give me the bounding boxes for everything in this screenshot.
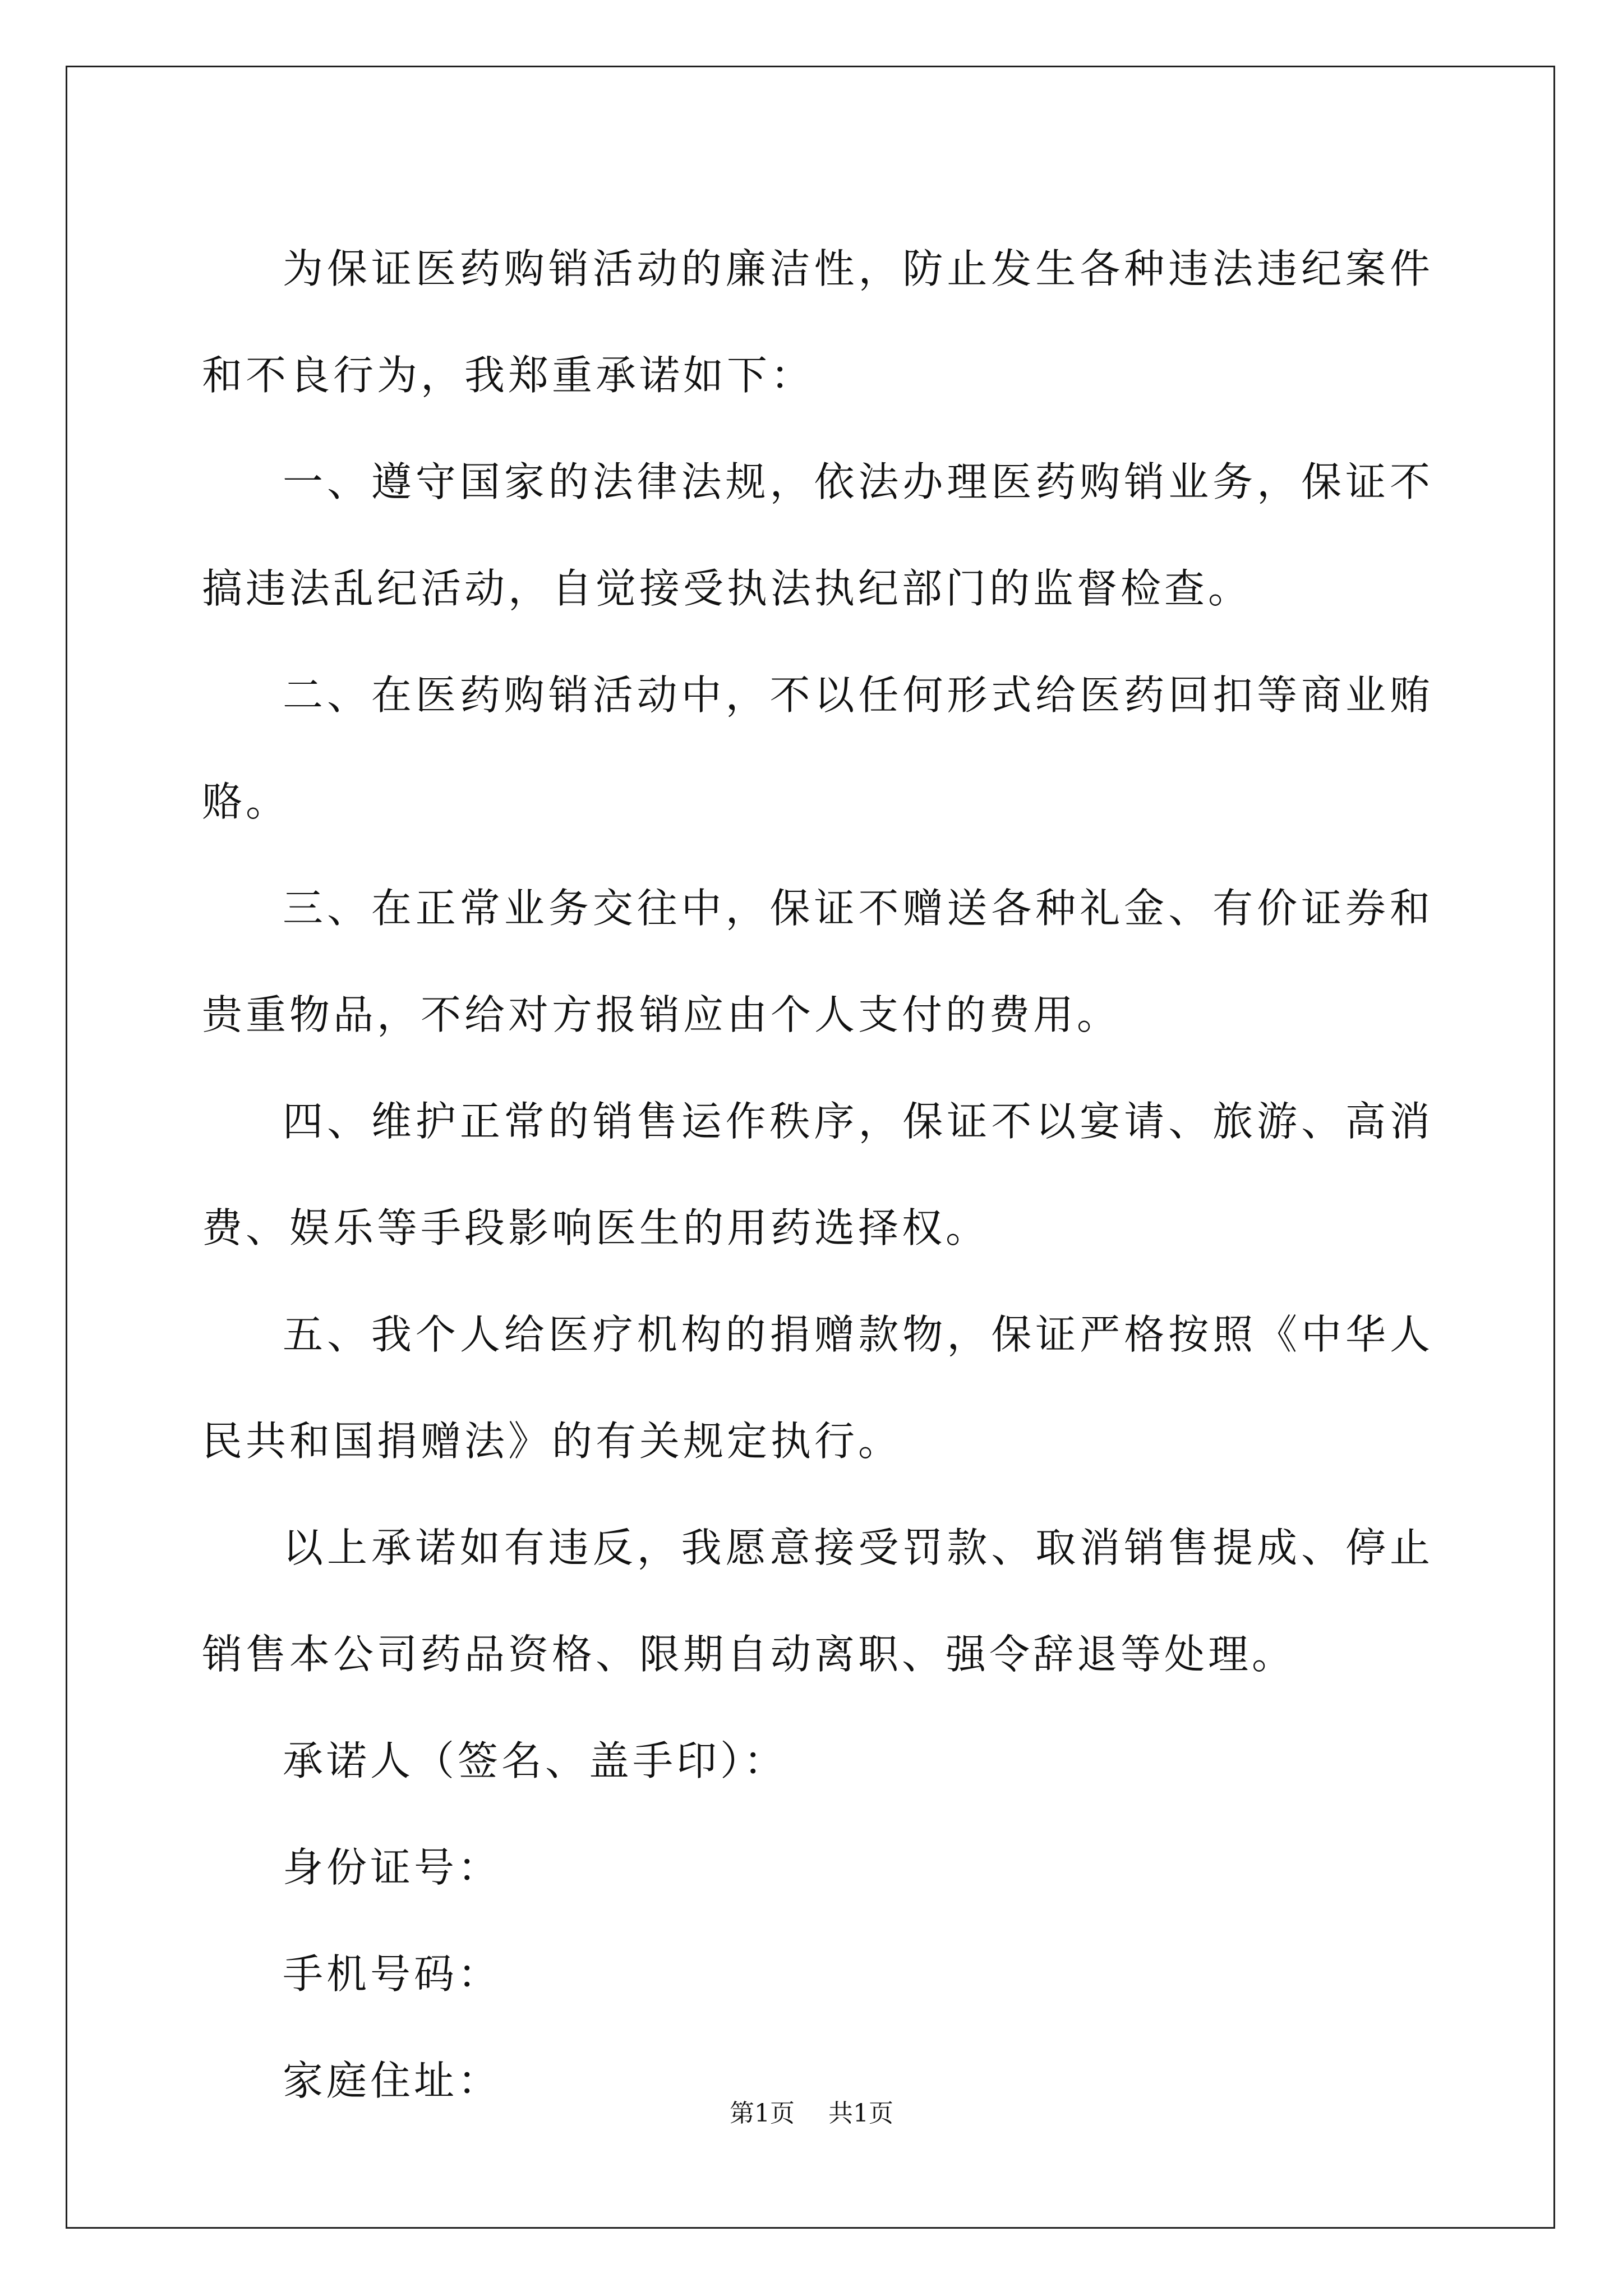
phone-number-field-label: 手机号码： — [283, 1950, 502, 1998]
pledge-item-5: 五、我个人给医疗机构的捐赠款物，保证严格按照《中华人民共和国捐赠法》的有关规定执行。 — [202, 1311, 1433, 1465]
pledge-item-1: 一、遵守国家的法律法规，依法办理医药购销业务，保证不搞违法乱纪活动，自觉接受执法执纪部门的监督检查。 — [202, 458, 1433, 612]
violation-clause: 以上承诺如有违反，我愿意接受罚款、取消销售提成、停止销售本公司药品资格、限期自动离职、强令辞退等处理。 — [202, 1524, 1433, 1678]
page-footer — [0, 2097, 1623, 2131]
id-number-field-label: 身份证号： — [283, 1844, 502, 1891]
pledge-item-4: 四、维护正常的销售运作秩序，保证不以宴请、旅游、高消费、娱乐等手段影响医生的用药选择权。 — [202, 1098, 1433, 1251]
intro-paragraph: 为保证医药购销活动的廉洁性，防止发生各种违法违纪案件和不良行为，我郑重承诺如下： — [202, 245, 1433, 399]
pledge-item-3: 三、在正常业务交往中，保证不赠送各种礼金、有价证券和贵重物品，不给对方报销应由个人支付的费用。 — [202, 885, 1433, 1038]
home-address-field-label: 家庭住址： — [283, 2057, 502, 2104]
signature-field-label: 承诺人（签名、盖手印）： — [283, 1737, 788, 1784]
page-number-current: 第1页 — [730, 2099, 795, 2128]
pledge-item-2: 二、在医药购销活动中，不以任何形式给医药回扣等商业贿赂。 — [202, 671, 1433, 825]
page-number-total: 共1页 — [828, 2099, 893, 2128]
document-body — [202, 215, 1433, 2134]
